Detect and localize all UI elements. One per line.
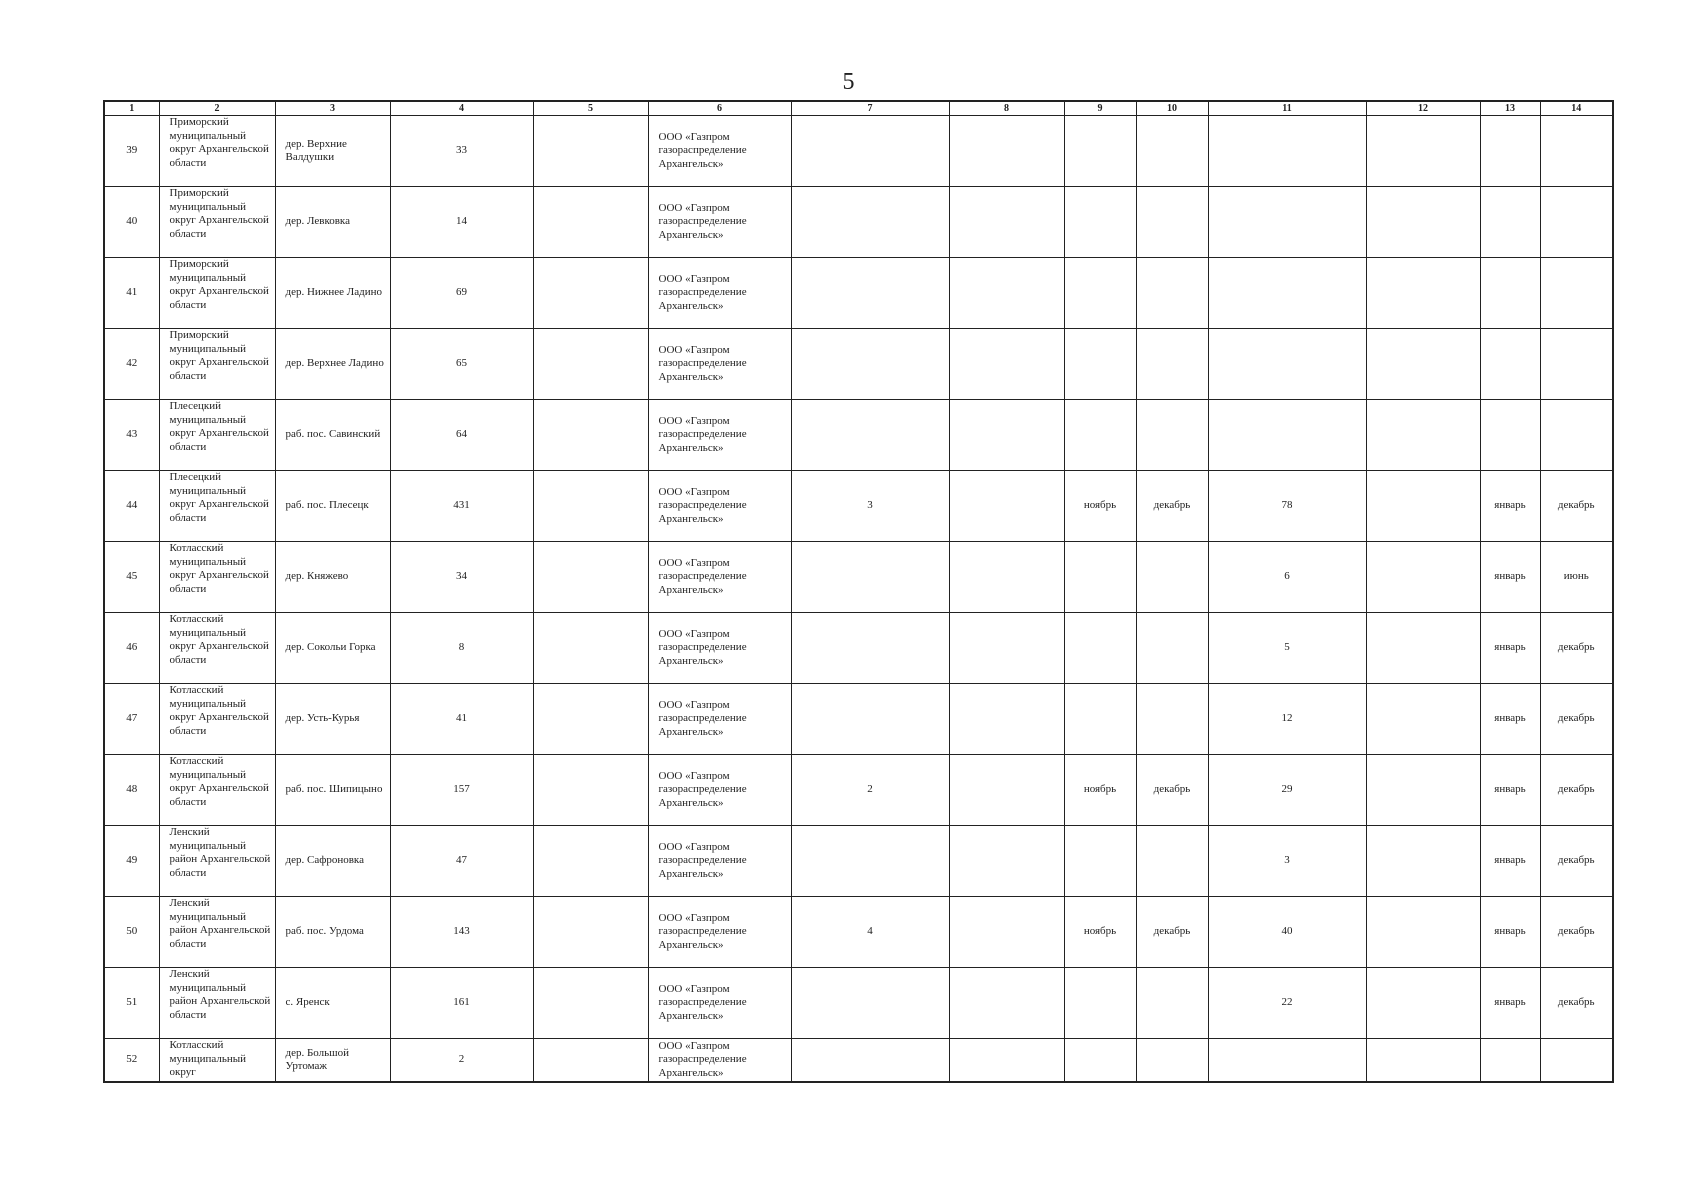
operator-cell: ООО «Газпром газораспределение Архангельск» <box>648 684 791 755</box>
column-header-7: 7 <box>791 101 949 116</box>
col8-cell <box>949 613 1064 684</box>
settlement-cell: дер. Большой Уртомаж <box>275 1039 390 1083</box>
col14-cell <box>1540 329 1613 400</box>
col9-cell <box>1064 116 1136 187</box>
col8-cell <box>949 400 1064 471</box>
col4-cell: 34 <box>390 542 533 613</box>
col13-cell <box>1480 1039 1540 1083</box>
col12-cell <box>1366 613 1480 684</box>
row-number: 47 <box>104 684 159 755</box>
municipality-cell: Приморский муниципальный округ Архангельской области <box>159 258 275 329</box>
col10-cell: декабрь <box>1136 471 1208 542</box>
col4-cell: 33 <box>390 116 533 187</box>
col8-cell <box>949 755 1064 826</box>
operator-cell: ООО «Газпром газораспределение Архангельск» <box>648 329 791 400</box>
col7-cell <box>791 116 949 187</box>
col7-cell <box>791 187 949 258</box>
municipality-cell: Ленский муниципальный район Архангельской области <box>159 826 275 897</box>
col7-cell <box>791 1039 949 1083</box>
col4-cell: 65 <box>390 329 533 400</box>
settlement-cell: раб. пос. Савинский <box>275 400 390 471</box>
column-header-3: 3 <box>275 101 390 116</box>
col11-cell: 3 <box>1208 826 1366 897</box>
col11-cell <box>1208 258 1366 329</box>
col7-cell <box>791 968 949 1039</box>
col14-cell: июнь <box>1540 542 1613 613</box>
settlement-cell: дер. Сафроновка <box>275 826 390 897</box>
col8-cell <box>949 542 1064 613</box>
col4-cell: 14 <box>390 187 533 258</box>
row-number: 48 <box>104 755 159 826</box>
col5-cell <box>533 755 648 826</box>
col14-cell: декабрь <box>1540 826 1613 897</box>
municipality-cell: Котласский муниципальный округ Архангельской области <box>159 684 275 755</box>
col9-cell: ноябрь <box>1064 755 1136 826</box>
col9-cell <box>1064 542 1136 613</box>
col12-cell <box>1366 400 1480 471</box>
col4-cell: 64 <box>390 400 533 471</box>
settlement-cell: раб. пос. Шипицыно <box>275 755 390 826</box>
col9-cell <box>1064 400 1136 471</box>
col10-cell <box>1136 826 1208 897</box>
col13-cell <box>1480 400 1540 471</box>
col11-cell: 40 <box>1208 897 1366 968</box>
settlement-cell: дер. Верхние Валдушки <box>275 116 390 187</box>
col12-cell <box>1366 471 1480 542</box>
col10-cell <box>1136 258 1208 329</box>
municipality-cell: Ленский муниципальный район Архангельской области <box>159 968 275 1039</box>
col11-cell: 12 <box>1208 684 1366 755</box>
row-number: 40 <box>104 187 159 258</box>
row-number: 39 <box>104 116 159 187</box>
col11-cell <box>1208 400 1366 471</box>
col8-cell <box>949 258 1064 329</box>
col5-cell <box>533 684 648 755</box>
table-header-row <box>104 101 1613 116</box>
col10-cell <box>1136 968 1208 1039</box>
col14-cell <box>1540 258 1613 329</box>
column-header-14: 14 <box>1540 101 1613 116</box>
col12-cell <box>1366 897 1480 968</box>
col13-cell: январь <box>1480 684 1540 755</box>
col8-cell <box>949 684 1064 755</box>
col9-cell <box>1064 968 1136 1039</box>
operator-cell: ООО «Газпром газораспределение Архангельск» <box>648 613 791 684</box>
col13-cell <box>1480 116 1540 187</box>
operator-cell: ООО «Газпром газораспределение Архангельск» <box>648 116 791 187</box>
settlement-cell: раб. пос. Плесецк <box>275 471 390 542</box>
col12-cell <box>1366 258 1480 329</box>
municipality-cell: Котласский муниципальный округ Архангельской области <box>159 755 275 826</box>
col10-cell <box>1136 1039 1208 1083</box>
col5-cell <box>533 1039 648 1083</box>
table-row <box>104 400 1613 471</box>
col13-cell: январь <box>1480 613 1540 684</box>
col12-cell <box>1366 329 1480 400</box>
table-row <box>104 755 1613 826</box>
column-header-12: 12 <box>1366 101 1480 116</box>
col4-cell: 143 <box>390 897 533 968</box>
col12-cell <box>1366 826 1480 897</box>
page-number: 5 <box>842 69 855 95</box>
table-row <box>104 258 1613 329</box>
operator-cell: ООО «Газпром газораспределение Архангельск» <box>648 968 791 1039</box>
settlement-cell: с. Яренск <box>275 968 390 1039</box>
col5-cell <box>533 116 648 187</box>
col10-cell: декабрь <box>1136 897 1208 968</box>
settlement-cell: дер. Верхнее Ладино <box>275 329 390 400</box>
operator-cell: ООО «Газпром газораспределение Архангельск» <box>648 826 791 897</box>
col5-cell <box>533 897 648 968</box>
col9-cell: ноябрь <box>1064 471 1136 542</box>
row-number: 41 <box>104 258 159 329</box>
col10-cell <box>1136 613 1208 684</box>
col12-cell <box>1366 755 1480 826</box>
col8-cell <box>949 826 1064 897</box>
row-number: 51 <box>104 968 159 1039</box>
col14-cell <box>1540 400 1613 471</box>
column-header-13: 13 <box>1480 101 1540 116</box>
col7-cell <box>791 613 949 684</box>
operator-cell: ООО «Газпром газораспределение Архангельск» <box>648 1039 791 1083</box>
table-row <box>104 1039 1613 1083</box>
col9-cell <box>1064 258 1136 329</box>
col14-cell: декабрь <box>1540 471 1613 542</box>
col9-cell <box>1064 826 1136 897</box>
col9-cell <box>1064 613 1136 684</box>
col12-cell <box>1366 684 1480 755</box>
row-number: 43 <box>104 400 159 471</box>
col14-cell: декабрь <box>1540 613 1613 684</box>
municipality-cell: Приморский муниципальный округ Архангельской области <box>159 116 275 187</box>
col7-cell <box>791 826 949 897</box>
col5-cell <box>533 329 648 400</box>
col13-cell: январь <box>1480 968 1540 1039</box>
row-number: 45 <box>104 542 159 613</box>
municipality-cell: Плесецкий муниципальный округ Архангельской области <box>159 400 275 471</box>
col4-cell: 41 <box>390 684 533 755</box>
operator-cell: ООО «Газпром газораспределение Архангельск» <box>648 258 791 329</box>
col8-cell <box>949 329 1064 400</box>
col8-cell <box>949 116 1064 187</box>
table-row <box>104 116 1613 187</box>
col5-cell <box>533 471 648 542</box>
column-header-5: 5 <box>533 101 648 116</box>
table-body <box>104 116 1613 1083</box>
col13-cell <box>1480 329 1540 400</box>
col13-cell: январь <box>1480 897 1540 968</box>
col11-cell <box>1208 1039 1366 1083</box>
column-header-6: 6 <box>648 101 791 116</box>
col5-cell <box>533 542 648 613</box>
table-row <box>104 471 1613 542</box>
col11-cell <box>1208 116 1366 187</box>
table-row <box>104 684 1613 755</box>
column-header-2: 2 <box>159 101 275 116</box>
col7-cell <box>791 400 949 471</box>
table-row <box>104 329 1613 400</box>
settlement-cell: дер. Левковка <box>275 187 390 258</box>
operator-cell: ООО «Газпром газораспределение Архангельск» <box>648 400 791 471</box>
col14-cell <box>1540 116 1613 187</box>
column-header-9: 9 <box>1064 101 1136 116</box>
col9-cell <box>1064 684 1136 755</box>
col10-cell <box>1136 400 1208 471</box>
table-row <box>104 826 1613 897</box>
settlement-cell: дер. Нижнее Ладино <box>275 258 390 329</box>
col5-cell <box>533 400 648 471</box>
table-row <box>104 187 1613 258</box>
row-number: 46 <box>104 613 159 684</box>
col8-cell <box>949 471 1064 542</box>
col9-cell <box>1064 187 1136 258</box>
col14-cell: декабрь <box>1540 897 1613 968</box>
row-number: 42 <box>104 329 159 400</box>
col4-cell: 47 <box>390 826 533 897</box>
col7-cell: 3 <box>791 471 949 542</box>
col13-cell <box>1480 258 1540 329</box>
municipality-cell: Приморский муниципальный округ Архангельской области <box>159 187 275 258</box>
row-number: 52 <box>104 1039 159 1083</box>
col10-cell <box>1136 542 1208 613</box>
col9-cell <box>1064 329 1136 400</box>
municipality-cell: Плесецкий муниципальный округ Архангельской области <box>159 471 275 542</box>
col5-cell <box>533 613 648 684</box>
col5-cell <box>533 258 648 329</box>
operator-cell: ООО «Газпром газораспределение Архангельск» <box>648 542 791 613</box>
column-header-10: 10 <box>1136 101 1208 116</box>
column-header-1: 1 <box>104 101 159 116</box>
document-table <box>103 100 1614 1083</box>
col13-cell: январь <box>1480 755 1540 826</box>
municipality-cell: Котласский муниципальный округ Архангельской области <box>159 542 275 613</box>
column-header-8: 8 <box>949 101 1064 116</box>
table-row <box>104 613 1613 684</box>
col12-cell <box>1366 187 1480 258</box>
col9-cell: ноябрь <box>1064 897 1136 968</box>
col8-cell <box>949 1039 1064 1083</box>
operator-cell: ООО «Газпром газораспределение Архангельск» <box>648 187 791 258</box>
col10-cell <box>1136 116 1208 187</box>
col10-cell <box>1136 329 1208 400</box>
col10-cell <box>1136 187 1208 258</box>
table-row <box>104 968 1613 1039</box>
col14-cell <box>1540 187 1613 258</box>
settlement-cell: дер. Усть-Курья <box>275 684 390 755</box>
col11-cell: 22 <box>1208 968 1366 1039</box>
municipality-cell: Котласский муниципальный округ <box>159 1039 275 1083</box>
row-number: 49 <box>104 826 159 897</box>
col8-cell <box>949 897 1064 968</box>
col10-cell <box>1136 684 1208 755</box>
col11-cell: 78 <box>1208 471 1366 542</box>
col14-cell <box>1540 1039 1613 1083</box>
row-number: 50 <box>104 897 159 968</box>
col12-cell <box>1366 116 1480 187</box>
col13-cell: январь <box>1480 542 1540 613</box>
col5-cell <box>533 826 648 897</box>
col14-cell: декабрь <box>1540 968 1613 1039</box>
row-number: 44 <box>104 471 159 542</box>
table-row <box>104 542 1613 613</box>
col7-cell <box>791 684 949 755</box>
settlement-cell: раб. пос. Урдома <box>275 897 390 968</box>
col9-cell <box>1064 1039 1136 1083</box>
col7-cell <box>791 258 949 329</box>
operator-cell: ООО «Газпром газораспределение Архангельск» <box>648 755 791 826</box>
municipality-cell: Приморский муниципальный округ Архангельской области <box>159 329 275 400</box>
col11-cell: 6 <box>1208 542 1366 613</box>
col14-cell: декабрь <box>1540 684 1613 755</box>
col7-cell <box>791 329 949 400</box>
col11-cell: 5 <box>1208 613 1366 684</box>
col12-cell <box>1366 968 1480 1039</box>
table-row <box>104 897 1613 968</box>
settlement-cell: дер. Сокольи Горка <box>275 613 390 684</box>
col12-cell <box>1366 542 1480 613</box>
col5-cell <box>533 968 648 1039</box>
col4-cell: 431 <box>390 471 533 542</box>
settlement-cell: дер. Княжево <box>275 542 390 613</box>
col11-cell: 29 <box>1208 755 1366 826</box>
col11-cell <box>1208 329 1366 400</box>
col13-cell: январь <box>1480 471 1540 542</box>
col13-cell: январь <box>1480 826 1540 897</box>
col8-cell <box>949 187 1064 258</box>
column-header-11: 11 <box>1208 101 1366 116</box>
col13-cell <box>1480 187 1540 258</box>
col10-cell: декабрь <box>1136 755 1208 826</box>
col8-cell <box>949 968 1064 1039</box>
municipality-cell: Ленский муниципальный район Архангельской области <box>159 897 275 968</box>
col4-cell: 69 <box>390 258 533 329</box>
col4-cell: 161 <box>390 968 533 1039</box>
column-header-4: 4 <box>390 101 533 116</box>
municipality-cell: Котласский муниципальный округ Архангельской области <box>159 613 275 684</box>
col11-cell <box>1208 187 1366 258</box>
col4-cell: 157 <box>390 755 533 826</box>
col4-cell: 2 <box>390 1039 533 1083</box>
col7-cell: 4 <box>791 897 949 968</box>
col14-cell: декабрь <box>1540 755 1613 826</box>
operator-cell: ООО «Газпром газораспределение Архангельск» <box>648 471 791 542</box>
col7-cell: 2 <box>791 755 949 826</box>
col12-cell <box>1366 1039 1480 1083</box>
operator-cell: ООО «Газпром газораспределение Архангельск» <box>648 897 791 968</box>
col5-cell <box>533 187 648 258</box>
col4-cell: 8 <box>390 613 533 684</box>
col7-cell <box>791 542 949 613</box>
